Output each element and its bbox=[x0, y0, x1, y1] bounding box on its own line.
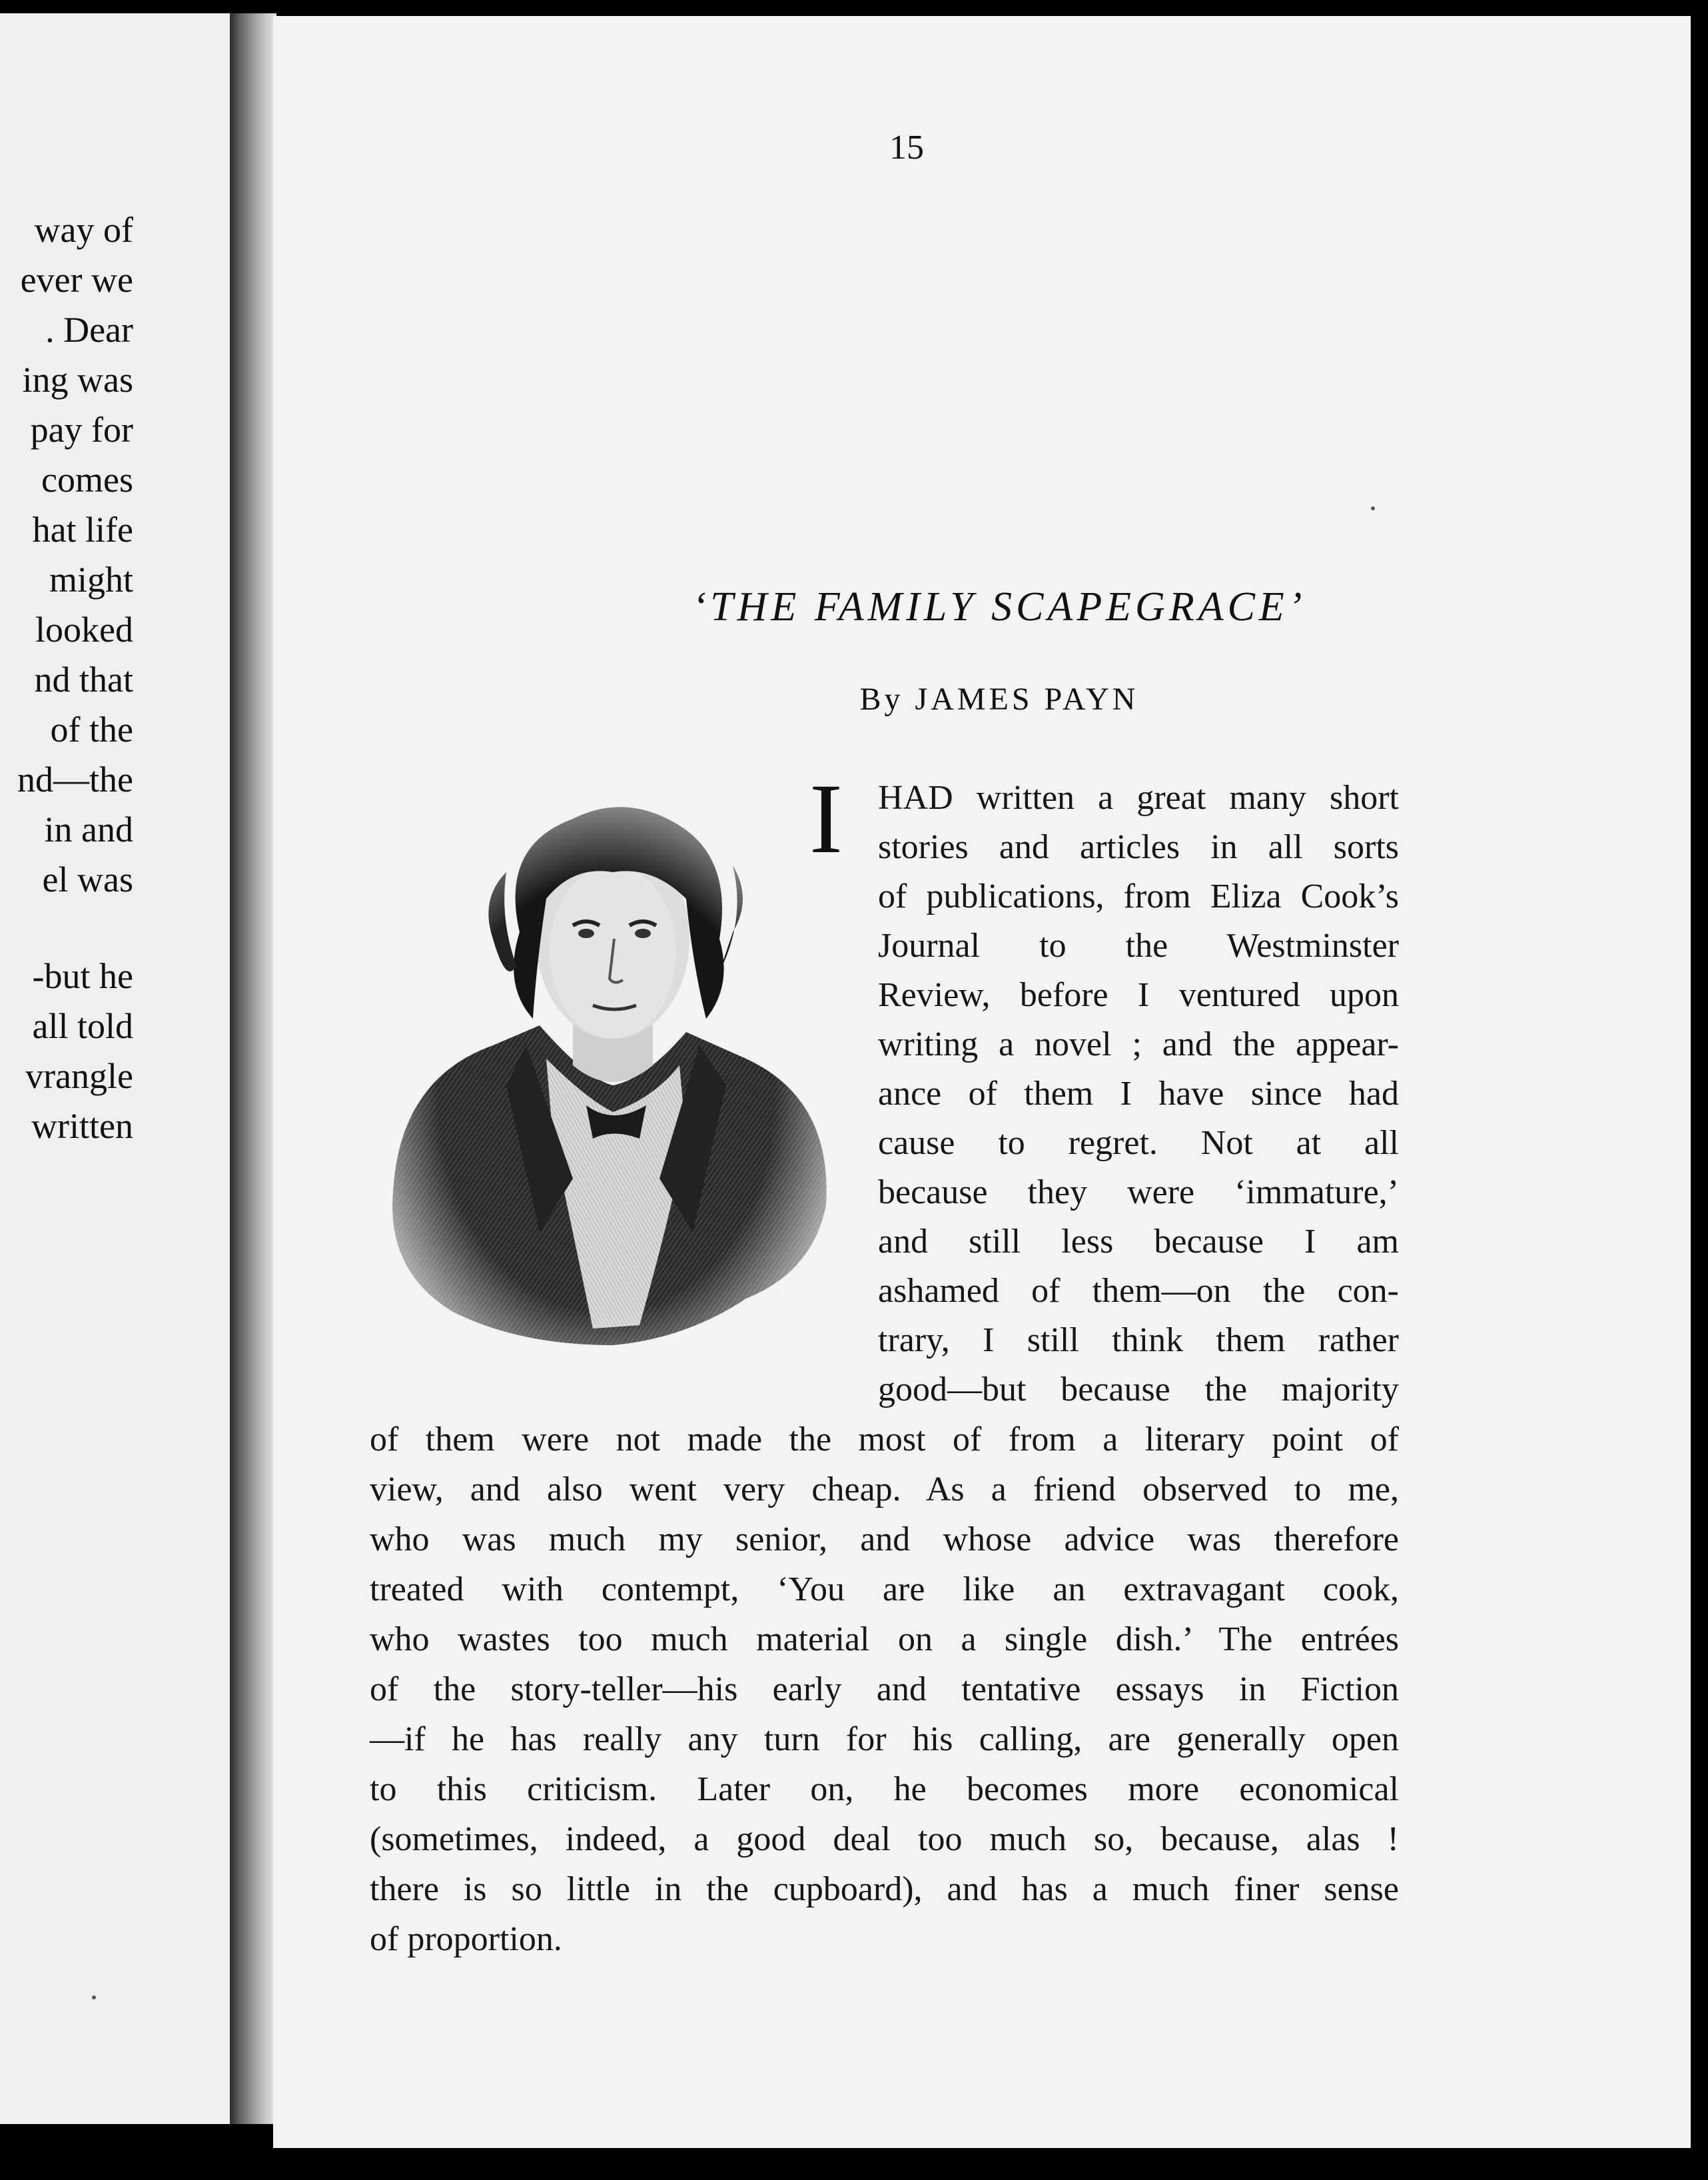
text-line: of publications, from Eliza Cook’s bbox=[878, 877, 1399, 915]
text-line: (sometimes, indeed, a good deal too much so, because, alas ! bbox=[370, 1820, 1399, 1858]
text-line: and still less because I am bbox=[878, 1223, 1399, 1261]
text-line: cause to regret. Not at all bbox=[878, 1124, 1399, 1162]
left-page-line: . Dear bbox=[45, 310, 133, 350]
right-page bbox=[273, 16, 1691, 2148]
byline: By JAMES PAYN bbox=[859, 682, 1139, 717]
left-page-line: might bbox=[49, 560, 133, 600]
text-line: writing a novel ; and the appear- bbox=[878, 1025, 1399, 1063]
text-line: of them were not made the most of from a literary point of bbox=[370, 1420, 1399, 1458]
text-line: of the story-teller—his early and tentative essays in Fiction bbox=[370, 1670, 1399, 1708]
left-page-line: of the bbox=[50, 710, 133, 750]
text-line: of proportion. bbox=[370, 1920, 562, 1958]
text-line: good—but because the majority bbox=[878, 1370, 1399, 1408]
left-page-line: pay for bbox=[30, 410, 133, 450]
left-page-line: hat life bbox=[32, 510, 133, 550]
text-line: who was much my senior, and whose advice was therefore bbox=[370, 1520, 1399, 1558]
left-page-line: written bbox=[31, 1106, 133, 1146]
left-page-line: vrangle bbox=[25, 1056, 133, 1096]
book-gutter bbox=[230, 13, 276, 2124]
text-line: view, and also went very cheap. As a friend observed to me, bbox=[370, 1470, 1399, 1508]
drop-cap: I bbox=[809, 764, 843, 874]
text-line: ance of them I have since had bbox=[878, 1075, 1399, 1113]
text-line: there is so little in the cupboard), and has a much finer sense bbox=[370, 1870, 1399, 1908]
page-speck bbox=[92, 1995, 96, 1999]
text-line: ashamed of them—on the con- bbox=[878, 1272, 1399, 1310]
left-page-line: way of bbox=[34, 210, 133, 250]
text-line: Journal to the Westminster bbox=[878, 927, 1399, 965]
text-line: —if he has really any turn for his calling, are generally open bbox=[370, 1720, 1399, 1758]
text-line: Review, before I ventured upon bbox=[878, 976, 1399, 1014]
story-title: ‘THE FAMILY SCAPEGRACE’ bbox=[692, 584, 1306, 630]
text-line: who wastes too much material on a single dish.’ The entrées bbox=[370, 1620, 1399, 1658]
left-page-line: all told bbox=[32, 1006, 133, 1046]
text-line: stories and articles in all sorts bbox=[878, 828, 1399, 866]
author-portrait-icon bbox=[373, 766, 839, 1365]
text-line: trary, I still think them rather bbox=[878, 1321, 1399, 1359]
left-page-line: ever we bbox=[20, 260, 133, 300]
text-line: treated with contempt, ‘You are like an extravagant cook, bbox=[370, 1570, 1399, 1608]
left-page-line: nd that bbox=[34, 660, 133, 700]
text-line: HAD written a great many short bbox=[878, 779, 1399, 817]
left-page-line: el was bbox=[42, 859, 133, 899]
text-line: because they were ‘immature,’ bbox=[878, 1173, 1399, 1211]
left-page-line: looked bbox=[35, 610, 133, 650]
text-line: to this criticism. Later on, he becomes more economical bbox=[370, 1770, 1399, 1808]
left-page-line: ing was bbox=[22, 360, 133, 400]
left-page-line: -but he bbox=[32, 956, 133, 996]
page-number: 15 bbox=[889, 129, 924, 167]
left-page-line: comes bbox=[41, 460, 133, 500]
left-page bbox=[0, 13, 230, 2124]
left-page-line: in and bbox=[44, 810, 133, 849]
page-speck bbox=[1371, 506, 1375, 510]
left-page-line: nd—the bbox=[17, 760, 133, 800]
